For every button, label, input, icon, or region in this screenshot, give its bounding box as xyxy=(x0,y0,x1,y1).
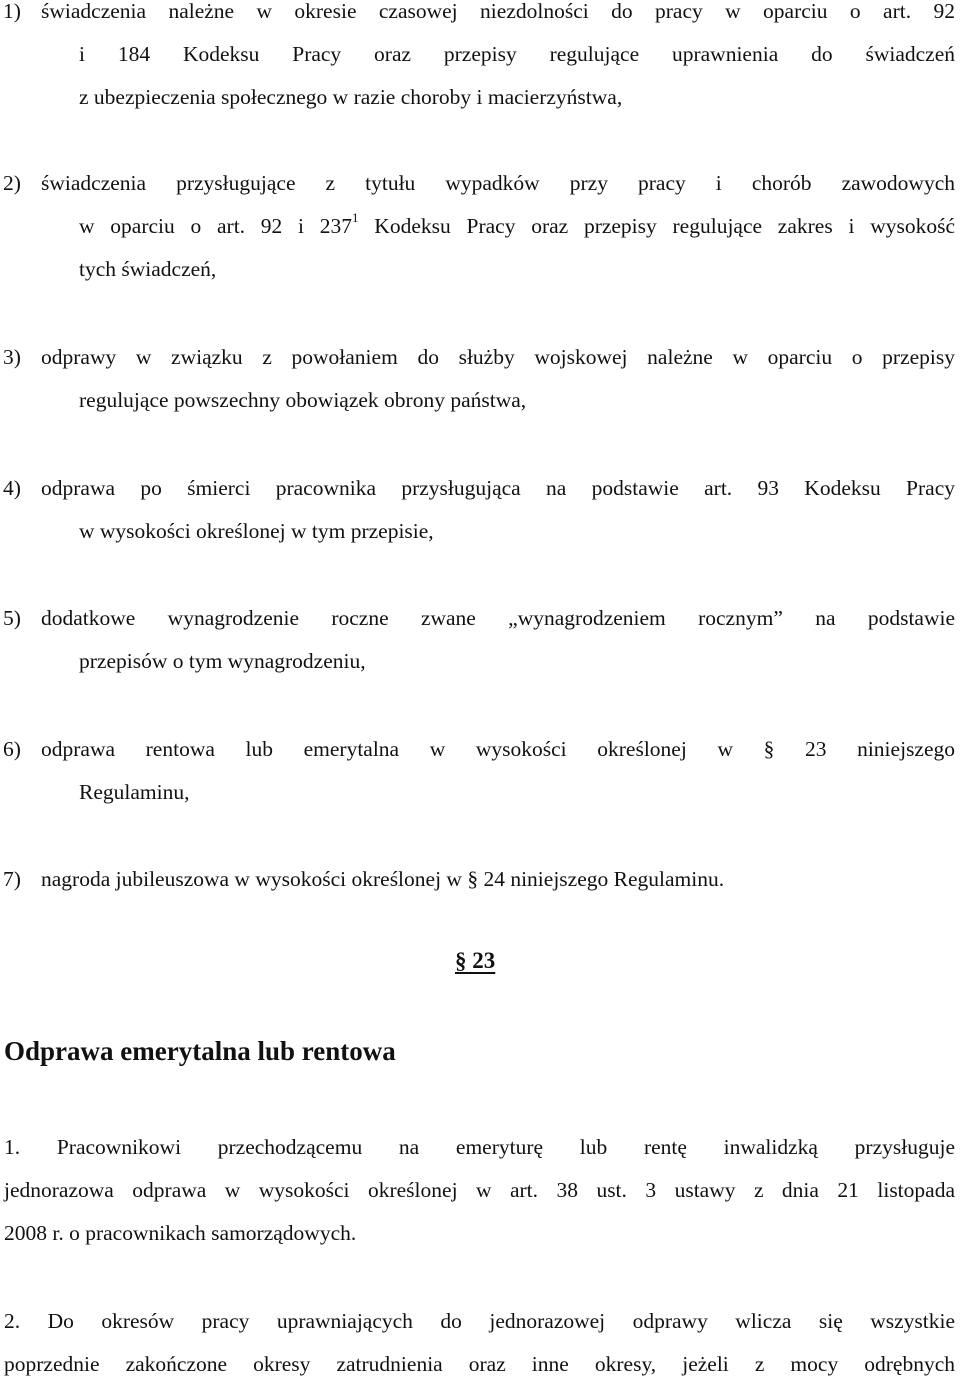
paragraph-line: poprzednie zakończone okresy zatrudnienia oraz inne okresy, jeżeli z mocy odrębnych xyxy=(4,1352,955,1376)
list-text-line: odprawa po śmierci pracownika przysługująca na podstawie art. 93 Kodeksu Pracy xyxy=(41,476,955,500)
list-number: 6) xyxy=(3,737,21,761)
text-segment: w oparciu o art. 92 i 237 xyxy=(79,214,353,238)
section-number: § 23 xyxy=(455,948,496,973)
list-number: 4) xyxy=(3,476,21,500)
list-number: 2) xyxy=(3,171,21,195)
paragraph-line: 2008 r. o pracownikach samorządowych. xyxy=(4,1221,357,1245)
list-number: 5) xyxy=(3,606,21,630)
list-item-6 xyxy=(3,728,955,814)
paragraph-line: 2. Do okresów pracy uprawniających do jednorazowej odprawy wlicza się wszystkie xyxy=(4,1309,955,1333)
list-number: 1) xyxy=(3,0,21,23)
list-item-3 xyxy=(3,336,955,422)
superscript: 1 xyxy=(352,209,359,225)
paragraph-1 xyxy=(4,1126,955,1255)
list-item-4 xyxy=(3,467,955,553)
list-text-line: tych świadczeń, xyxy=(79,257,217,281)
list-text-line: świadczenia należne w okresie czasowej niezdolności do pracy w oparciu o art. 92 xyxy=(41,0,955,23)
list-number: 3) xyxy=(3,345,21,369)
list-text-line: świadczenia przysługujące z tytułu wypadków przy pracy i chorób zawodowych xyxy=(41,171,955,195)
list-text-line: i 184 Kodeksu Pracy oraz przepisy regulujące uprawnienia do świadczeń xyxy=(79,42,955,66)
list-text-line: w wysokości określonej w tym przepisie, xyxy=(79,519,434,543)
list-text-line: odprawa rentowa lub emerytalna w wysokości określonej w § 23 niniejszego xyxy=(41,737,955,761)
list-text-line: odprawy w związku z powołaniem do służby wojskowej należne w oparciu o przepisy xyxy=(41,345,955,369)
paragraph-line: 1. Pracownikowi przechodzącemu na emeryturę lub rentę inwalidzką przysługuje xyxy=(4,1135,955,1159)
list-text-line: regulujące powszechny obowiązek obrony państwa, xyxy=(79,388,527,412)
section-heading: Odprawa emerytalna lub rentowa xyxy=(4,1036,396,1066)
list-text-line: dodatkowe wynagrodzenie roczne zwane „wynagrodzeniem rocznym” na podstawie xyxy=(41,606,955,630)
list-item-2 xyxy=(3,162,955,291)
list-item-7 xyxy=(3,858,955,901)
list-text-line: przepisów o tym wynagrodzeniu, xyxy=(79,649,366,673)
paragraph-line: jednorazowa odprawa w wysokości określonej w art. 38 ust. 3 ustawy z dnia 21 listopada xyxy=(4,1178,955,1202)
text-segment: Kodeksu Pracy oraz przepisy regulujące zakres i wysokość xyxy=(358,214,955,238)
list-item-5 xyxy=(3,597,955,683)
list-item-1 xyxy=(3,0,955,119)
list-text-line: z ubezpieczenia społecznego w razie choroby i macierzyństwa, xyxy=(79,85,623,109)
paragraph-2 xyxy=(4,1300,955,1386)
list-text-line: nagroda jubileuszowa w wysokości określonej w § 24 niniejszego Regulaminu. xyxy=(41,867,725,891)
list-text-line: Regulaminu, xyxy=(79,780,190,804)
list-number: 7) xyxy=(3,867,21,891)
list-text-line xyxy=(3,205,955,248)
